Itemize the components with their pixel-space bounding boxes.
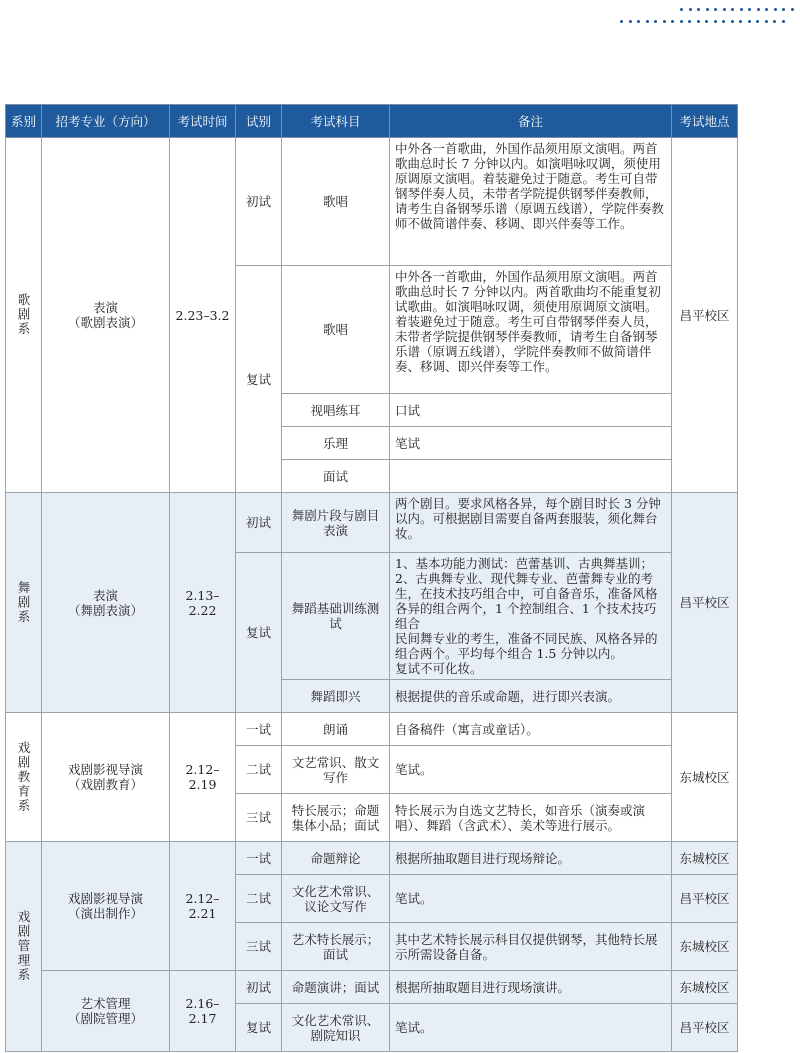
header-round: 试别	[236, 105, 282, 138]
dot	[680, 8, 683, 11]
dot	[791, 8, 794, 11]
round-cell: 三试	[236, 794, 282, 842]
date-cell: 2.13–2.22	[170, 493, 236, 713]
header-major: 招考专业（方向）	[42, 105, 170, 138]
dot	[671, 20, 674, 23]
dot	[663, 20, 666, 23]
subject-cell: 舞蹈即兴	[282, 680, 390, 713]
note-cell: 根据所抽取题目进行现场演讲。	[390, 971, 672, 1004]
location-cell: 昌平校区	[672, 138, 738, 493]
dept-cell	[6, 842, 42, 1052]
decorative-dots	[620, 8, 790, 28]
dot	[714, 20, 717, 23]
subject-cell: 面试	[282, 460, 390, 493]
header-date: 考试时间	[170, 105, 236, 138]
dot	[646, 20, 649, 23]
subject-cell: 视唱练耳	[282, 394, 390, 427]
dot	[765, 20, 768, 23]
dot	[748, 8, 751, 11]
dot	[731, 8, 734, 11]
location-cell: 东城校区	[672, 923, 738, 971]
header-location: 考试地点	[672, 105, 738, 138]
major-cell: 表演 （歌剧表演）	[42, 138, 170, 493]
note-cell: 其中艺术特长展示科目仅提供钢琴，其他特长展示所需设备自备。	[390, 923, 672, 971]
major-cell: 艺术管理 （剧院管理）	[42, 971, 170, 1052]
dot	[705, 20, 708, 23]
note-cell: 根据所抽取题目进行现场辩论。	[390, 842, 672, 875]
dept-name: 戏剧教育系	[16, 740, 31, 814]
note-cell: 自备稿件（寓言或童话）。	[390, 713, 672, 746]
note-cell: 笔试	[390, 427, 672, 460]
dot	[740, 8, 743, 11]
round-cell: 复试	[236, 553, 282, 713]
subject-cell: 歌唱	[282, 266, 390, 394]
round-cell: 初试	[236, 138, 282, 266]
dot	[688, 20, 691, 23]
subject-cell: 艺术特长展示；面试	[282, 923, 390, 971]
dot	[756, 20, 759, 23]
note-cell: 特长展示为自选文艺特长，如音乐（演奏或演唱）、舞蹈（含武术）、美术等进行展示。	[390, 794, 672, 842]
dot	[706, 8, 709, 11]
subject-cell: 乐理	[282, 427, 390, 460]
date-cell: 2.16–2.17	[170, 971, 236, 1052]
round-cell: 一试	[236, 842, 282, 875]
table-row	[6, 713, 738, 746]
dot	[620, 20, 623, 23]
round-cell: 三试	[236, 923, 282, 971]
note-cell: 中外各一首歌曲，外国作品须用原文演唱。两首歌曲总时长 7 分钟以内。如演唱咏叹调，须使用原调原文演唱。着装避免过于随意。考生可自带钢琴伴奏人员，未带者学院提供钢琴伴奏教师，请考生自备钢琴乐谱（原调五线谱），学院伴奏教师不做简谱伴奏、移调、即兴伴奏等工作。	[390, 138, 672, 266]
table-row	[6, 842, 738, 875]
subject-cell: 特长展示；命题集体小品；面试	[282, 794, 390, 842]
round-cell: 初试	[236, 493, 282, 553]
round-cell: 二试	[236, 875, 282, 923]
dot	[714, 8, 717, 11]
dot	[680, 20, 683, 23]
subject-cell: 命题辩论	[282, 842, 390, 875]
dept-name: 戏剧管理系	[16, 910, 31, 983]
table-row	[6, 493, 738, 553]
round-cell: 复试	[236, 1004, 282, 1052]
major-cell: 戏剧影视导演 （演出制作）	[42, 842, 170, 971]
note-cell: 两个剧目。要求风格各异，每个剧目时长 3 分钟以内。可根据剧目需要自备两套服装，须化舞台妆。	[390, 493, 672, 553]
note-cell: 1、基本功能力测试：芭蕾基训、古典舞基训； 2、古典舞专业、现代舞专业、芭蕾舞专业的考生，在技术技巧组合中，可自备音乐，准备风格各异的组合两个，1 个控制组合、1 个技术技巧组合 民间舞专业的考生，准备不同民族、风格各异的组合两个。平均每个组合 1.5 分钟以内。 复试不可化妆。	[390, 553, 672, 680]
dot	[739, 20, 742, 23]
subject-cell: 舞剧片段与剧目表演	[282, 493, 390, 553]
dot	[782, 20, 785, 23]
note-cell: 中外各一首歌曲，外国作品须用原文演唱。两首歌曲总时长 7 分钟以内。两首歌曲均不能重复初试歌曲。如演唱咏叹调，须使用原调原文演唱。着装避免过于随意。考生可自带钢琴伴奏人员，未带者学院提供钢琴伴奏教师，请考生自备钢琴乐谱（原调五线谱），学院伴奏教师不做简谱伴奏、移调、即兴伴奏等工作。	[390, 266, 672, 394]
round-cell: 初试	[236, 971, 282, 1004]
location-cell: 昌平校区	[672, 875, 738, 923]
subject-cell: 文化艺术常识、剧院知识	[282, 1004, 390, 1052]
date-cell: 2.23–3.2	[170, 138, 236, 493]
dot	[689, 8, 692, 11]
header-notes: 备注	[390, 105, 672, 138]
dot	[697, 20, 700, 23]
admission-exam-table	[5, 104, 738, 1052]
dept-cell	[6, 138, 42, 493]
dot	[629, 20, 632, 23]
dot	[654, 20, 657, 23]
dept-cell	[6, 493, 42, 713]
header-dept: 系别	[6, 105, 42, 138]
dot	[637, 20, 640, 23]
subject-cell: 歌唱	[282, 138, 390, 266]
location-cell: 昌平校区	[672, 493, 738, 713]
location-cell: 东城校区	[672, 713, 738, 842]
table-header-row	[6, 105, 738, 138]
dot	[782, 8, 785, 11]
table-row	[6, 138, 738, 266]
dot	[757, 8, 760, 11]
date-cell: 2.12–2.21	[170, 842, 236, 971]
major-cell: 表演 （舞剧表演）	[42, 493, 170, 713]
note-cell: 笔试。	[390, 1004, 672, 1052]
subject-cell: 命题演讲；面试	[282, 971, 390, 1004]
location-cell: 东城校区	[672, 842, 738, 875]
subject-cell: 文艺常识、散文写作	[282, 746, 390, 794]
date-cell: 2.12–2.19	[170, 713, 236, 842]
dot	[722, 20, 725, 23]
dot	[773, 20, 776, 23]
subject-cell: 朗诵	[282, 713, 390, 746]
note-cell: 笔试。	[390, 746, 672, 794]
table-row	[6, 971, 738, 1004]
dot	[765, 8, 768, 11]
header-subject: 考试科目	[282, 105, 390, 138]
location-cell: 昌平校区	[672, 1004, 738, 1052]
dot	[748, 20, 751, 23]
note-cell: 笔试。	[390, 875, 672, 923]
note-cell: 根据提供的音乐或命题，进行即兴表演。	[390, 680, 672, 713]
major-cell: 戏剧影视导演 （戏剧教育）	[42, 713, 170, 842]
dept-cell	[6, 713, 42, 842]
round-cell: 复试	[236, 266, 282, 493]
subject-cell: 舞蹈基础训练测试	[282, 553, 390, 680]
dot	[774, 8, 777, 11]
subject-cell: 文化艺术常识、议论文写作	[282, 875, 390, 923]
dot	[697, 8, 700, 11]
dept-name: 歌剧系	[16, 293, 31, 337]
dot	[731, 20, 734, 23]
note-cell: 口试	[390, 394, 672, 427]
note-cell	[390, 460, 672, 493]
dot	[723, 8, 726, 11]
round-cell: 二试	[236, 746, 282, 794]
round-cell: 一试	[236, 713, 282, 746]
dept-name: 舞剧系	[16, 580, 31, 625]
location-cell: 东城校区	[672, 971, 738, 1004]
